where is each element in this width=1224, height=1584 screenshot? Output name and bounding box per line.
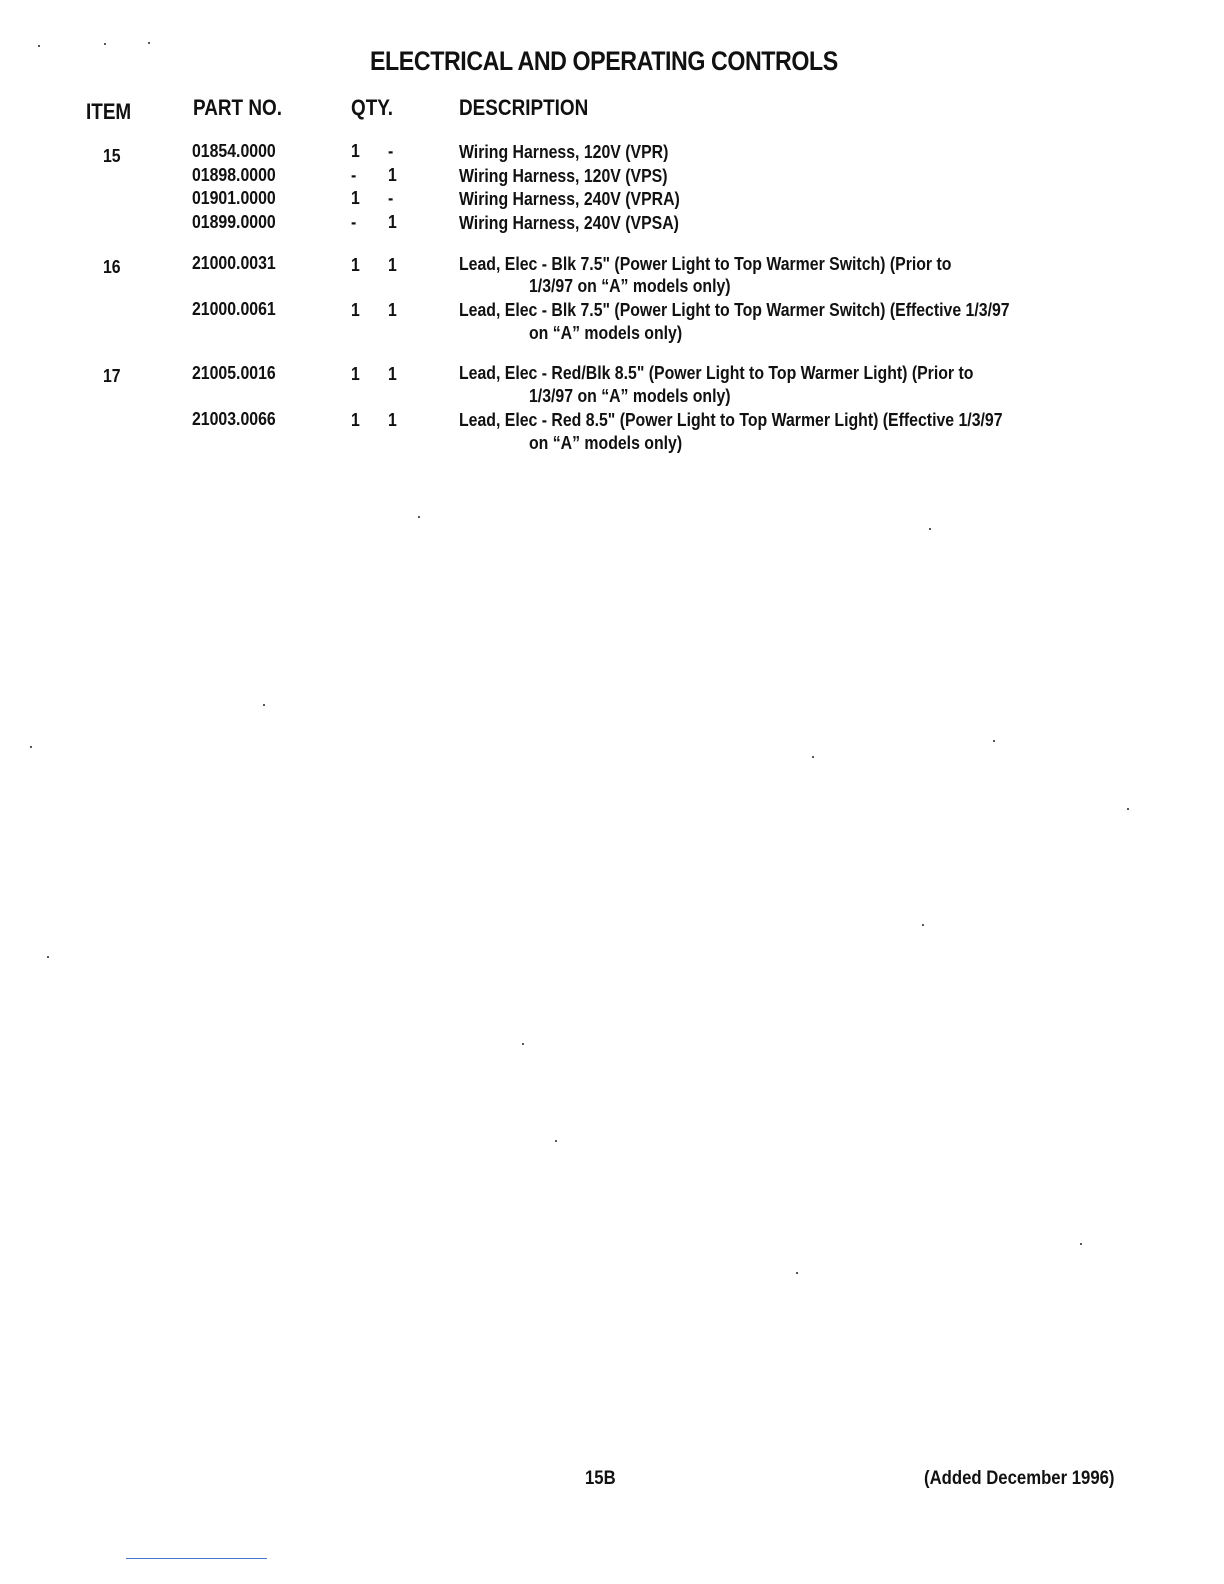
scan-speck [148,42,150,44]
scan-speck [555,1140,557,1142]
scan-speck [263,704,265,706]
column-header-qty: QTY. [351,95,394,120]
qty-a: 1 [351,188,360,208]
page-title: ELECTRICAL AND OPERATING CONTROLS [370,46,838,76]
description-continuation: 1/3/97 on “A” models only) [529,276,731,296]
qty-b: - [388,188,394,208]
description: Lead, Elec - Blk 7.5" (Power Light to Top Warmer Switch) (Prior to [459,254,952,274]
qty-b: 1 [388,212,397,232]
part-number: 21000.0031 [192,253,276,273]
part-number: 01854.0000 [192,141,276,161]
part-number: 01901.0000 [192,188,276,208]
bottom-rule [126,1558,267,1559]
footer-revision-note: (Added December 1996) [924,1468,1115,1489]
item-number: 17 [103,366,121,386]
qty-a: 1 [351,410,360,430]
scan-speck [522,1043,524,1045]
description: Lead, Elec - Red 8.5" (Power Light to Top Warmer Light) (Effective 1/3/97 [459,410,1003,430]
qty-a: 1 [351,141,360,161]
scan-speck [104,43,106,45]
scan-speck [1080,1243,1082,1245]
qty-a: - [351,165,357,185]
part-number: 01898.0000 [192,165,276,185]
part-number: 21005.0016 [192,363,276,383]
qty-b: - [388,141,394,161]
scan-speck [929,528,931,530]
description: Wiring Harness, 120V (VPR) [459,142,669,162]
footer-page-number: 15B [585,1468,616,1489]
scan-speck [38,45,40,47]
scan-speck [418,516,420,518]
scan-speck [812,756,814,758]
description: Lead, Elec - Blk 7.5" (Power Light to Top Warmer Switch) (Effective 1/3/97 [459,300,1010,320]
column-header-description: DESCRIPTION [459,95,589,120]
part-number: 01899.0000 [192,212,276,232]
column-header-item: ITEM [86,99,132,124]
description-continuation: 1/3/97 on “A” models only) [529,386,731,406]
qty-b: 1 [388,255,397,275]
scan-speck [796,1272,798,1274]
qty-b: 1 [388,364,397,384]
scan-speck [47,956,49,958]
item-number: 15 [103,146,121,166]
part-number: 21000.0061 [192,299,276,319]
scan-speck [922,924,924,926]
description: Wiring Harness, 120V (VPS) [459,166,668,186]
description-continuation: on “A” models only) [529,433,683,453]
qty-a: 1 [351,364,360,384]
qty-b: 1 [388,300,397,320]
scan-speck [1127,808,1129,810]
qty-b: 1 [388,410,397,430]
scan-speck [993,740,995,742]
description: Wiring Harness, 240V (VPRA) [459,189,680,209]
qty-a: 1 [351,300,360,320]
description: Wiring Harness, 240V (VPSA) [459,213,679,233]
column-header-part-no: PART NO. [193,95,282,120]
description: Lead, Elec - Red/Blk 8.5" (Power Light to Top Warmer Light) (Prior to [459,363,974,383]
qty-a: 1 [351,255,360,275]
part-number: 21003.0066 [192,409,276,429]
qty-b: 1 [388,165,397,185]
scan-speck [30,746,32,748]
qty-a: - [351,212,357,232]
description-continuation: on “A” models only) [529,323,683,343]
item-number: 16 [103,257,121,277]
